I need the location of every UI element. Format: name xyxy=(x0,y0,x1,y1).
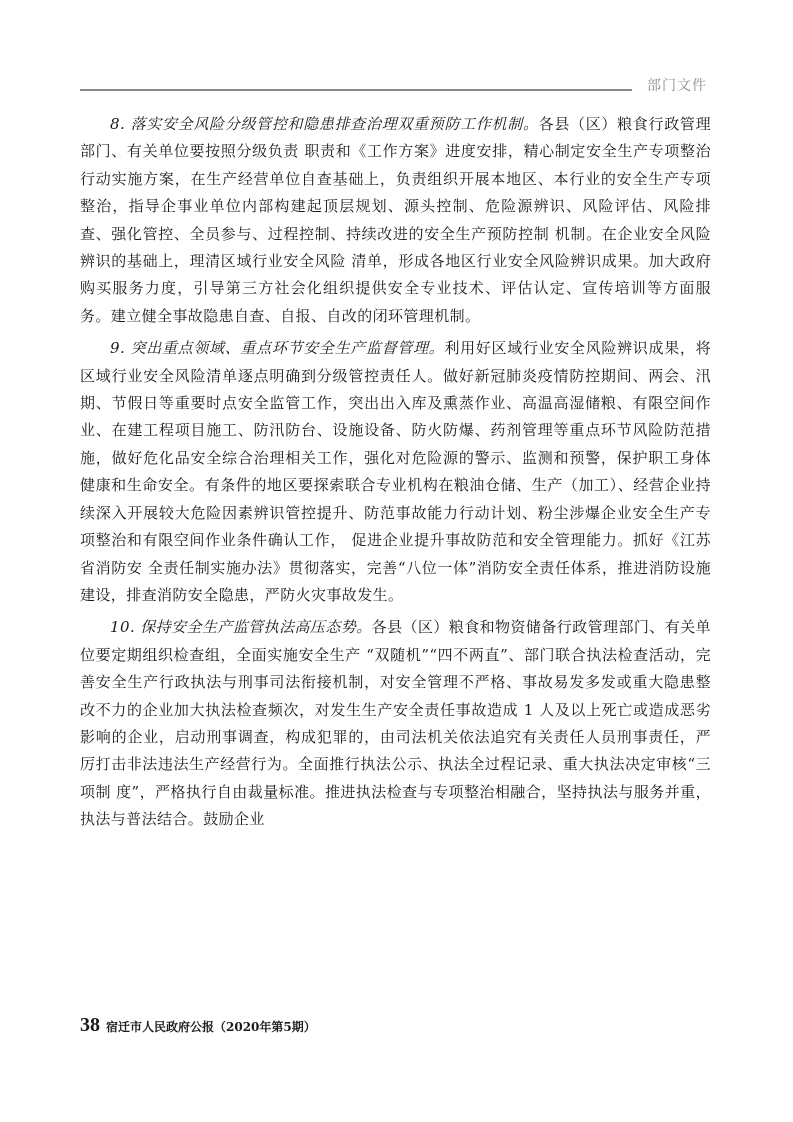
section-label: 部门文件 xyxy=(647,78,707,94)
article-body xyxy=(80,111,711,839)
paragraph-8-body: 各县（区）粮食行政管理部门、有关单位要按照分级负责 职责和《工作方案》进度安排，精心制定安全生产专项整治行动实施方案，在生产经营单位自查基础上，负责组织开展本地区、本行业的安全生产专项整治，指导企事业单位内部构建起顶层规划、源头控制、危险源辨识、风险评估、风险排查、强化管控、全员参与、过程控制、持续改进的安全生产预防控制 机制。在企业安全风险辨识的基础上，理清区域行业安全风险 清单，形成各地区行业安全风险辨识成果。加大政府购买服务力度，引导第三方社会化组织提供安全专业技术、评估认定、宣传培训等方面服务。建立健全事故隐患自查、自报、自改的闭环管理机制。 xyxy=(80,115,711,325)
publication-title: 宿迁市人民政府公报（2020年第5期） xyxy=(106,1020,316,1034)
page-number: 38 xyxy=(80,1014,100,1036)
page-footer xyxy=(80,1014,316,1037)
paragraph-10 xyxy=(80,614,711,833)
paragraph-9 xyxy=(80,335,711,609)
paragraph-10-heading: 10. 保持安全生产监管执法高压态势。 xyxy=(110,618,372,637)
paragraph-8-heading: 8. 落实安全风险分级管控和隐患排查治理双重预防工作机制。 xyxy=(110,115,539,133)
paragraph-9-body: 利用好区域行业安全风险辨识成果，将区域行业安全风险清单逐点明确到分级管控责任人。做好新冠肺炎疫情防控期间、两会、汛期、节假日等重要时点安全监管工作，突出出入库及熏蒸作业、高温高湿储粮、有限空间作业、在建工程项目施工、防汛防台、设施设备、防火防爆、药剂管理等重点环节风险防范措施，做好危化品安全综合治理相关工作，强化对危险源的警示、监测和预警，保护职工身体健康和生命安全。有条件的地区要探索联合专业机构在粮油仓储、生产（加工）、经营企业持续深入开展较大危险因素辨识管控提升、防范事故能力行动计划、粉尘涉爆企业安全生产专项整治和有限空间作业条件确认工作， 促进企业提升事故防范和安全管理能力。抓好《江苏省消防安 全责任制实施办法》贯彻落实，完善“八位一体”消防安全责任体系，推进消防设施建设，排查消防安全隐患，严防火灾事故发生。 xyxy=(80,339,711,604)
paragraph-9-heading: 9. 突出重点领域、重点环节安全生产监督管理。 xyxy=(110,339,445,358)
paragraph-10-body: 各县（区）粮食和物资储备行政管理部门、有关单位要定期组织检查组，全面实施安全生产 “双随机”“四不两直”、部门联合执法检查活动，完善安全生产行政执法与刑事司法衔接机制，对安全管理不严格、事故易发多发或重大隐患整改不力的企业加大执法检查频次，对发生生产安全责任事故造成 1 人及以上死亡或造成恶劣影响的企业，启动刑事调查，构成犯罪的，由司法机关依法追究有关责任人员刑事责任，严厉打击非法违法生产经营行为。全面推行执法公示、执法全过程记录、重大执法决定审核“三项制 度”，严格执行自由裁量标准。推进执法检查与专项整治相融合，坚持执法与服务并重，执法与普法结合。鼓励企业 xyxy=(80,618,711,829)
paragraph-8 xyxy=(80,111,711,330)
header-rule xyxy=(80,89,632,91)
